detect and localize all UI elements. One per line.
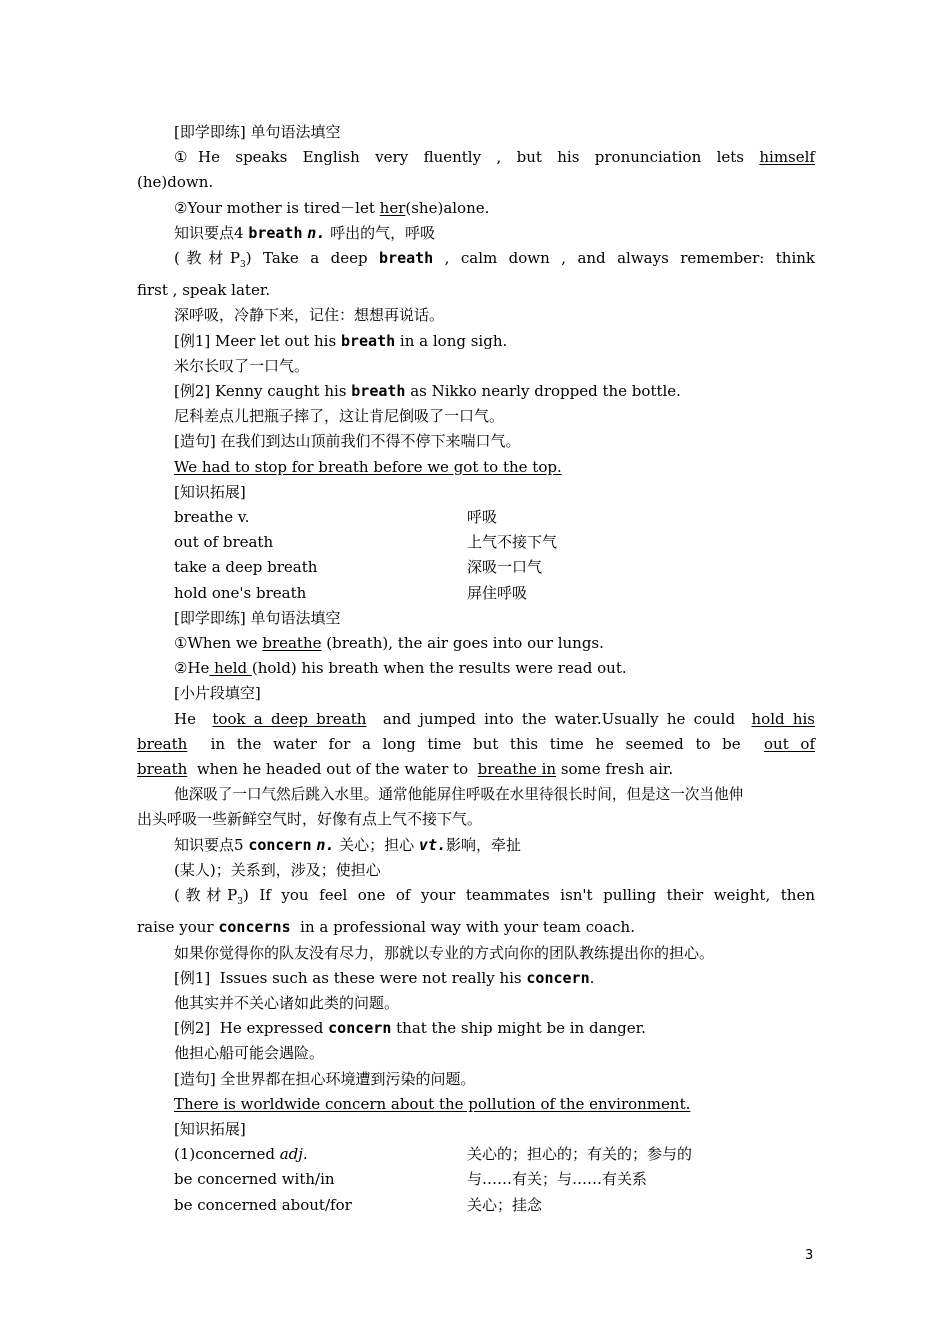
kp4-ext-cn: 深吸一口气 (467, 558, 543, 577)
kp5-example-1-translation: 他其实并不关心诸如此类的问题。 (174, 993, 400, 1012)
kp4-ext-en-text: breathe v. (174, 508, 250, 527)
kp4-extension-header (137, 480, 815, 505)
question-1-text-end: (he)down. (137, 173, 214, 192)
kp4-extension-row (137, 505, 815, 530)
kp5-word: concern (248, 835, 312, 854)
kp4-source-translation: 深呼吸，冷静下来，记住：想想再说话。 (174, 306, 445, 325)
kp5-meaning-cont: (某人)；关系到，涉及；使担心 (174, 860, 381, 879)
kp5-source-cn (137, 941, 815, 966)
kp5-make-sentence-answer: There is worldwide concern about the pollution of the environment. (174, 1094, 691, 1113)
kp4-example-1-end: in a long sigh. (395, 331, 508, 350)
kp4-extension-header-text: [知识拓展] (174, 482, 246, 501)
kp4-fragment-answer-1: took a deep breath (212, 709, 367, 728)
kp5-example-2-text: [例2] He expressed (174, 1019, 329, 1038)
kp4-practice-header-text: [即学即练] 单句语法填空 (174, 608, 341, 627)
kp4-source-line-2 (137, 278, 815, 303)
kp5-ext-en (137, 1167, 467, 1192)
kp5-example-2-end: that the ship might be in danger. (391, 1019, 646, 1038)
kp5-ext-en-text: (1)concerned (174, 1145, 280, 1164)
kp4-practice-2 (137, 656, 815, 681)
kp5-extension-row (137, 1142, 815, 1167)
kp4-source-line-1 (137, 246, 815, 278)
kp4-ext-en-text: hold one's breath (174, 583, 307, 602)
kp4-example-2-word: breath (351, 382, 406, 401)
kp4-ext-en-text: take a deep breath (174, 558, 318, 577)
question-2-text-end: (she)alone. (405, 198, 490, 217)
kp5-pos-vt: vt. (418, 835, 447, 854)
kp4-extension-row (137, 581, 815, 606)
kp5-ext-en-text: be concerned about/for (174, 1195, 352, 1214)
kp4-practice-2-answer: held (209, 659, 252, 678)
kp5-make-sentence-prompt: [造句] 全世界都在担心环境遭到污染的问题。 (174, 1069, 476, 1088)
practice-header-text: [即学即练] 单句语法填空 (174, 123, 341, 141)
kp4-practice-2-end: (hold) his breath when the results were read out. (251, 659, 627, 678)
kp5-pos-n: n. (316, 835, 335, 854)
kp5-title-label: 知识要点5 (174, 835, 249, 854)
kp5-ext-en-text: be concerned with/in (174, 1170, 335, 1189)
kp4-example-2-end: as Nikko nearly dropped the bottle. (405, 382, 681, 401)
kp4-ext-en (137, 581, 467, 606)
kp4-fragment-cn-1 (137, 782, 815, 807)
page-number: 3 (805, 1248, 814, 1263)
kp4-meaning: 呼出的气，呼吸 (325, 223, 436, 242)
kp5-source-sub: 3 (237, 897, 244, 908)
kp4-practice-1 (137, 631, 815, 656)
kp4-source-cn (137, 303, 815, 328)
kp4-source-rest: , calm down , and always remember: think (433, 249, 816, 268)
kp4-source-word: breath (379, 249, 434, 268)
kp5-extension-header-text: [知识拓展] (174, 1119, 246, 1138)
kp4-fragment-text: and jumped into the water.Usually he could (366, 709, 744, 728)
kp4-practice-1-end: (breath), the air goes into our lungs. (321, 634, 604, 653)
question-2-text: ②Your mother is tired－let (174, 198, 375, 217)
kp5-source-text-end: in a professional way with your team coach. (290, 918, 635, 937)
kp4-title (137, 221, 815, 246)
kp5-example-1-end: . (589, 968, 595, 987)
kp4-ext-en (137, 530, 467, 555)
kp4-practice-header (137, 606, 815, 631)
kp5-example-1 (137, 966, 815, 991)
kp5-extension-row (137, 1193, 815, 1218)
kp5-title-line-2 (137, 858, 815, 883)
question-1-text: ①He speaks English very fluently , but his pronunciation lets (174, 148, 744, 167)
kp4-extension-row (137, 530, 815, 555)
kp5-source-text-2: raise your (137, 918, 219, 937)
kp4-example-1-text: [例1] Meer let out his (174, 331, 337, 350)
kp4-fragment-line-1 (137, 707, 815, 732)
question-2-answer: her (379, 198, 406, 217)
kp5-source-line-1 (137, 883, 815, 915)
kp5-source-label: (教材P (174, 886, 238, 905)
kp4-example-2-translation: 尼科差点儿把瓶子摔了，这让肯尼倒吸了一口气。 (174, 407, 505, 426)
kp5-ext-cn: 与……有关；与……有关系 (467, 1170, 648, 1189)
kp4-source-sub: 3 (239, 260, 246, 271)
kp5-title (137, 833, 815, 858)
question-2 (137, 196, 815, 221)
kp4-example-1 (137, 329, 815, 354)
kp5-make-sentence-answer-line (137, 1092, 815, 1117)
kp4-practice-1-answer: breathe (262, 634, 322, 653)
question-1-line-1 (137, 145, 815, 170)
kp4-fragment-text: He (174, 709, 205, 728)
kp5-ext-cn: 关心；挂念 (467, 1195, 543, 1214)
kp4-fragment-text: when he headed out of the water to (187, 760, 478, 779)
question-1-line-2 (137, 170, 815, 195)
kp5-source-text: ) If you feel one of your teammates isn't pulling their weight, then (243, 886, 816, 905)
kp4-fragment-cn-2 (137, 807, 815, 832)
kp4-example-1-cn (137, 354, 815, 379)
kp4-extension-row (137, 555, 815, 580)
kp5-meaning-vt: 影响，牵扯 (446, 835, 522, 854)
kp4-pos: n. (307, 223, 326, 242)
kp5-extension-header (137, 1117, 815, 1142)
kp4-fragment-header (137, 681, 815, 706)
kp5-source-line-2 (137, 915, 815, 940)
kp4-title-label: 知识要点4 (174, 223, 249, 242)
kp4-example-2-text: [例2] Kenny caught his (174, 382, 347, 401)
kp4-fragment-text: in the water for a long time but this time he seemed to be (187, 734, 765, 753)
kp5-example-1-cn (137, 991, 815, 1016)
kp4-ext-cn: 屏住呼吸 (467, 583, 528, 602)
page-content (137, 120, 815, 1218)
kp4-example-2-cn (137, 404, 815, 429)
kp4-fragment-answer-3-cont: breath (137, 760, 188, 779)
question-1-answer: himself (759, 148, 815, 167)
practice-header (137, 120, 815, 145)
kp5-extension-row (137, 1167, 815, 1192)
kp4-fragment-header-text: [小片段填空] (174, 684, 261, 703)
kp4-ext-en (137, 505, 467, 530)
kp4-fragment-answer-2: hold his (751, 709, 815, 728)
kp5-example-2-cn (137, 1041, 815, 1066)
kp4-fragment-translation-end: 出头呼吸一些新鲜空气时，好像有点上气不接下气。 (137, 810, 483, 829)
kp4-ext-cn: 上气不接下气 (467, 533, 558, 552)
kp4-make-sentence-answer-line (137, 455, 815, 480)
kp4-example-2 (137, 379, 815, 404)
kp4-fragment-line-2 (137, 732, 815, 757)
kp5-source-translation: 如果你觉得你的队友没有尽力，那就以专业的方式向你的团队教练提出你的担心。 (174, 943, 715, 962)
kp4-practice-1-text: ①When we (174, 634, 258, 653)
kp5-make-sentence (137, 1067, 815, 1092)
kp5-ext-en (137, 1142, 467, 1167)
kp4-fragment-answer-3: out of (764, 734, 815, 753)
kp4-make-sentence-prompt: [造句] 在我们到达山顶前我们不得不停下来喘口气。 (174, 432, 521, 451)
kp4-ext-en-text: out of breath (174, 533, 274, 552)
kp5-meaning-n: 关心；担心 (334, 835, 419, 854)
kp5-example-1-text: [例1] Issues such as these were not really his (174, 968, 527, 987)
kp4-fragment-line-3 (137, 757, 815, 782)
kp4-fragment-text-end: some fresh air. (556, 760, 674, 779)
kp4-ext-en (137, 555, 467, 580)
kp4-ext-cn: 呼吸 (467, 508, 498, 527)
kp4-fragment-translation: 他深吸了一口气然后跳入水里。通常他能屏住呼吸在水里待很长时间，但是这一次当他伸 (174, 786, 744, 804)
kp5-example-2-translation: 他担心船可能会遇险。 (174, 1044, 325, 1063)
kp5-ext-en (137, 1193, 467, 1218)
kp5-ext-en-pos: adj. (279, 1145, 308, 1164)
kp4-example-1-translation: 米尔长叹了一口气。 (174, 356, 310, 375)
kp5-example-1-word: concern (526, 968, 590, 987)
kp5-example-2-word: concern (328, 1019, 392, 1038)
kp4-fragment-answer-2-cont: breath (137, 734, 188, 753)
kp4-source-label: (教材P (174, 249, 240, 268)
kp4-make-sentence-answer: We had to stop for breath before we got to the top. (174, 457, 562, 476)
kp4-practice-2-text: ②He (174, 659, 210, 678)
kp4-fragment-answer-4: breathe in (477, 760, 557, 779)
kp4-example-1-word: breath (340, 331, 396, 350)
kp5-example-2 (137, 1016, 815, 1041)
kp5-source-word: concerns (218, 918, 291, 937)
kp4-source-text: ) Take a deep (245, 249, 368, 268)
kp4-make-sentence (137, 429, 815, 454)
kp5-ext-cn: 关心的；担心的；有关的；参与的 (467, 1145, 693, 1164)
kp4-source-text-end: first , speak later. (137, 281, 271, 300)
kp4-word: breath (248, 223, 303, 242)
